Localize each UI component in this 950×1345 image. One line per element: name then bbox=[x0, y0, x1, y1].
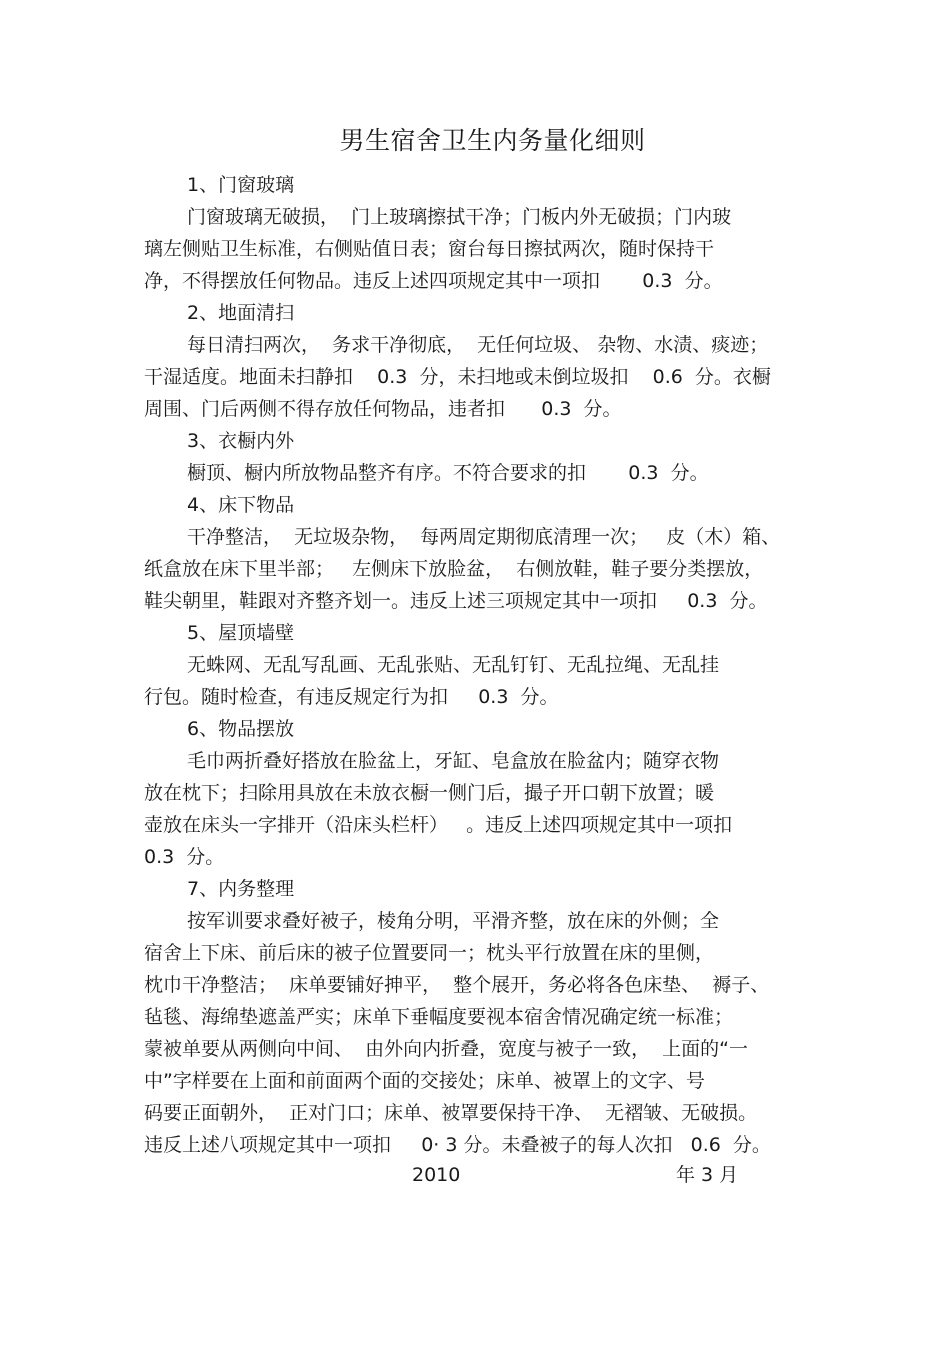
section-heading-under-bed: 4、床下物品 bbox=[187, 494, 295, 516]
paragraph-line: 蒙被单要从两侧向中间、 由外向内折叠，宽度与被子一致， 上面的“一 bbox=[144, 1038, 749, 1060]
paragraph-line: 枕巾干净整洁； 床单要铺好抻平， 整个展开，务必将各色床垫、 褥子、 bbox=[144, 974, 770, 996]
section-heading-ceiling-walls: 5、屋顶墙壁 bbox=[187, 622, 295, 644]
paragraph-line: 壶放在床头一字排开（沿床头栏杆） 。违反上述四项规定其中一项扣 bbox=[144, 814, 733, 836]
section-heading-housekeeping: 7、内务整理 bbox=[187, 878, 295, 900]
paragraph-line: 橱顶、橱内所放物品整齐有序。不符合要求的扣 0.3 分。 bbox=[187, 462, 709, 484]
document-title: 男生宿舍卫生内务量化细则 bbox=[339, 126, 646, 155]
paragraph-line: 无蛛网、无乱写乱画、无乱张贴、无乱钉钉、无乱拉绳、无乱挂 bbox=[187, 654, 720, 676]
paragraph-line: 码要正面朝外， 正对门口；床单、被罩要保持干净、 无褶皱、无破损。 bbox=[144, 1102, 758, 1124]
paragraph-line: 鞋尖朝里，鞋跟对齐整齐划一。违反上述三项规定其中一项扣 0.3 分。 bbox=[144, 590, 768, 612]
paragraph-line: 周围、门后两侧不得存放任何物品，违者扣 0.3 分。 bbox=[144, 398, 622, 420]
paragraph-line: 净，不得摆放任何物品。违反上述四项规定其中一项扣 0.3 分。 bbox=[144, 270, 723, 292]
paragraph-line: 璃左侧贴卫生标准，右侧贴值日表；窗台每日擦拭两次，随时保持干 bbox=[144, 238, 715, 260]
section-heading-wardrobe: 3、衣橱内外 bbox=[187, 430, 295, 452]
paragraph-line: 0.3 分。 bbox=[144, 846, 225, 868]
date-year: 2010 bbox=[412, 1164, 461, 1186]
paragraph-line: 门窗玻璃无破损， 门上玻璃擦拭干净；门板内外无破损；门内玻 bbox=[187, 206, 732, 228]
paragraph-line: 按军训要求叠好被子，棱角分明，平滑齐整，放在床的外侧；全 bbox=[187, 910, 720, 932]
paragraph-line: 放在枕下；扫除用具放在未放衣橱一侧门后，撮子开口朝下放置；暖 bbox=[144, 782, 715, 804]
paragraph-line: 中”字样要在上面和前面两个面的交接处；床单、被罩上的文字、号 bbox=[144, 1070, 705, 1092]
paragraph-line: 行包。随时检查，有违反规定行为扣 0.3 分。 bbox=[144, 686, 559, 708]
date-month: 年 3 月 bbox=[676, 1164, 739, 1186]
paragraph-line: 干湿适度。地面未扫静扣 0.3 分，未扫地或未倒垃圾扣 0.6 分。衣橱 bbox=[144, 366, 771, 388]
paragraph-line: 宿舍上下床、前后床的被子位置要同一；枕头平行放置在床的里侧， bbox=[144, 942, 715, 964]
paragraph-line: 干净整洁， 无垃圾杂物， 每两周定期彻底清理一次； 皮（木）箱、 bbox=[187, 526, 781, 548]
section-heading-windows: 1、门窗玻璃 bbox=[187, 174, 295, 196]
paragraph-line: 毡毯、海绵垫遮盖严实；床单下垂幅度要视本宿舍情况确定统一标准； bbox=[144, 1006, 734, 1028]
paragraph-line: 毛巾两折叠好搭放在脸盆上，牙缸、皂盒放在脸盆内；随穿衣物 bbox=[187, 750, 720, 772]
paragraph-line: 每日清扫两次， 务求干净彻底， 无任何垃圾、 杂物、水渍、痰迹； bbox=[187, 334, 769, 356]
paragraph-line: 违反上述八项规定其中一项扣 0· 3 分。未叠被子的每人次扣 0.6 分。 bbox=[144, 1134, 771, 1156]
section-heading-items: 6、物品摆放 bbox=[187, 718, 295, 740]
paragraph-line: 纸盒放在床下里半部； 左侧床下放脸盆， 右侧放鞋，鞋子要分类摆放， bbox=[144, 558, 764, 580]
section-heading-floor: 2、地面清扫 bbox=[187, 302, 295, 324]
